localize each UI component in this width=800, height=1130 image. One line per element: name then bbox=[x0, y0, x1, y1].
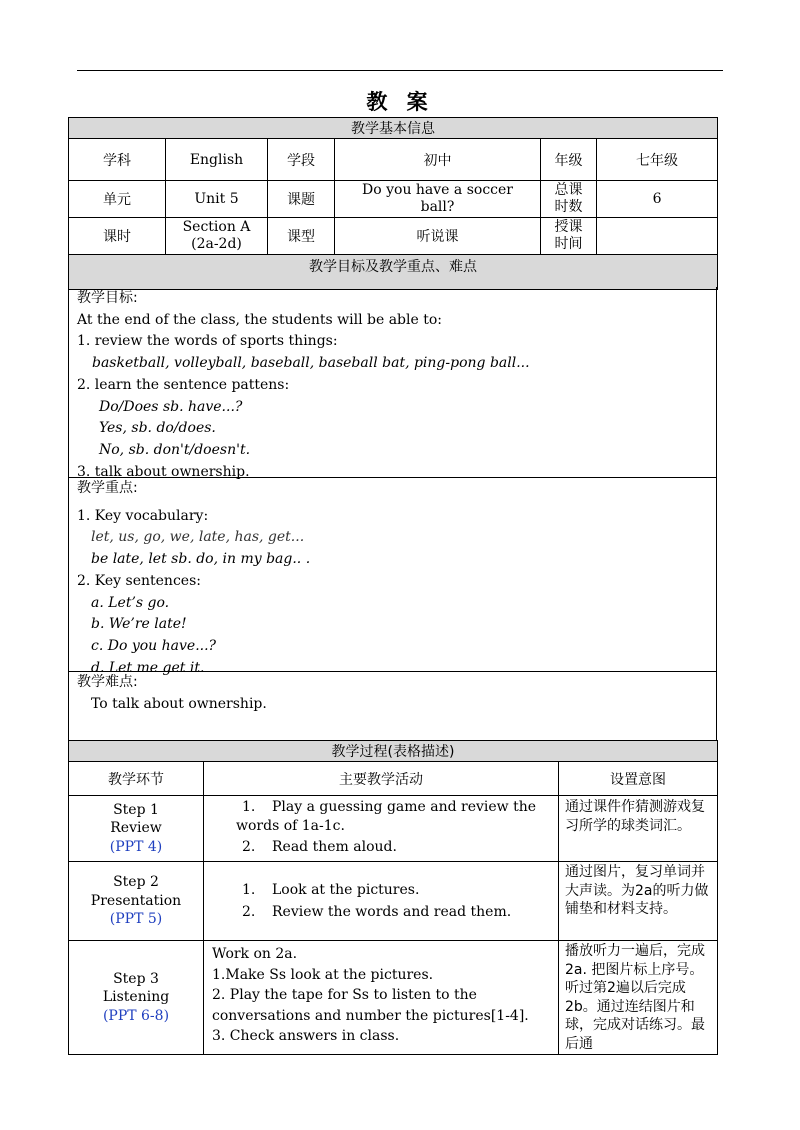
key-2: 2. Key sentences: bbox=[77, 572, 201, 589]
step-2-act-1-text: Look at the pictures. bbox=[272, 882, 420, 898]
pattern-1: Do/Does sb. have...? bbox=[99, 398, 243, 415]
step-3-ppt: (PPT 6-8) bbox=[102, 1007, 170, 1024]
key-title: 教学重点: bbox=[77, 480, 138, 496]
step-1-act-2-num: 2. bbox=[242, 839, 256, 855]
top-rule bbox=[77, 70, 723, 71]
step-1-name: Step 1 bbox=[113, 801, 159, 818]
step-1-act-1-cont: words of 1a-1c. bbox=[236, 818, 345, 834]
total-hours-label: 总课时数 bbox=[541, 181, 597, 218]
key-1-phrases: be late, let sb. do, in my bag.. . bbox=[91, 551, 311, 568]
process-header: 教学过程(表格描述) bbox=[69, 741, 718, 762]
unit-label: 单元 bbox=[69, 181, 166, 218]
step-1-act-1-text: Play a guessing game and review the bbox=[272, 799, 537, 815]
step-3-activities bbox=[204, 941, 559, 1055]
grade-label: 年级 bbox=[541, 139, 597, 181]
step-2-act-1-num: 1. bbox=[242, 882, 256, 898]
goal-2: 2. learn the sentence pattens: bbox=[77, 376, 290, 393]
document-title: 教 案 bbox=[366, 90, 434, 114]
step-3-line-1: Work on 2a. bbox=[212, 946, 298, 962]
step-2-name: Step 2 bbox=[113, 874, 159, 891]
stage-value: 初中 bbox=[335, 139, 541, 181]
step-1-act-2-text: Read them aloud. bbox=[272, 839, 397, 855]
topic-label: 课题 bbox=[268, 181, 335, 218]
topic-value: Do you have a soccer ball? bbox=[335, 181, 541, 218]
subject-value: English bbox=[166, 139, 268, 181]
step-2-activities bbox=[204, 862, 559, 941]
key-1-words: let, us, go, we, late, has, get... bbox=[91, 529, 305, 546]
grade-value: 七年级 bbox=[597, 139, 718, 181]
key-sentence-b: b. We’re late! bbox=[91, 616, 187, 633]
key-points-section bbox=[68, 477, 717, 676]
goal-1-words: basketball, volleyball, baseball, baseball bat, ping-pong ball... bbox=[92, 355, 530, 372]
process-table bbox=[68, 740, 718, 1055]
goal-3: 3. talk about ownership. bbox=[77, 463, 250, 480]
goals-title: 教学目标: bbox=[77, 290, 138, 306]
col-activities: 主要教学活动 bbox=[204, 762, 559, 796]
step-1-cell bbox=[69, 796, 204, 862]
col-intent: 设置意图 bbox=[559, 762, 718, 796]
step-2-stage: Presentation bbox=[90, 892, 182, 909]
key-1: 1. Key vocabulary: bbox=[77, 507, 209, 524]
step-2-act-2-num: 2. bbox=[242, 904, 256, 920]
teaching-goals-section bbox=[68, 287, 717, 478]
difficult-title: 教学难点: bbox=[77, 674, 138, 690]
pattern-3: No, sb. don't/doesn't. bbox=[99, 441, 251, 458]
step-3-line-2: 1.Make Ss look at the pictures. bbox=[212, 966, 434, 983]
table-row bbox=[69, 941, 718, 1055]
subject-label: 学科 bbox=[69, 139, 166, 181]
objectives-header: 教学目标及教学重点、难点 bbox=[69, 255, 718, 290]
step-3-name: Step 3 bbox=[113, 970, 159, 987]
step-2-act-2-text: Review the words and read them. bbox=[272, 904, 512, 920]
teaching-time-label: 授课时间 bbox=[541, 218, 597, 255]
basic-info-table bbox=[68, 117, 718, 290]
table-row bbox=[69, 796, 718, 862]
step-3-stage: Listening bbox=[102, 989, 170, 1006]
step-3-line-3: 2. Play the tape for Ss to listen to the conversations and number the pictures[1-4]. bbox=[212, 987, 529, 1024]
goal-1: 1. review the words of sports things: bbox=[77, 333, 338, 350]
lesson-type-value: 听说课 bbox=[335, 218, 541, 255]
key-sentence-d: d. Let me get it. bbox=[91, 659, 205, 676]
difficult-text: To talk about ownership. bbox=[91, 695, 267, 712]
step-3-intent: 播放听力一遍后，完成2a. 把图片标上序号。听过第2遍以后完成2b。通过连结图片和球，完成对话练习。最后通 bbox=[559, 941, 718, 1055]
step-2-ppt: (PPT 5) bbox=[109, 911, 163, 928]
step-3-line-4: 3. Check answers in class. bbox=[212, 1028, 400, 1044]
period-value: Section A (2a-2d) bbox=[166, 218, 268, 255]
table-row bbox=[69, 862, 718, 941]
step-1-activities bbox=[204, 796, 559, 862]
teaching-time-value bbox=[597, 218, 718, 255]
basic-info-header: 教学基本信息 bbox=[69, 118, 718, 139]
step-1-act-1-num: 1. bbox=[242, 799, 256, 815]
lesson-type-label: 课型 bbox=[268, 218, 335, 255]
col-stage: 教学环节 bbox=[69, 762, 204, 796]
total-hours-value: 6 bbox=[597, 181, 718, 218]
step-3-cell bbox=[69, 941, 204, 1055]
step-2-cell bbox=[69, 862, 204, 941]
goals-intro: At the end of the class, the students will be able to: bbox=[77, 311, 442, 328]
step-2-intent: 通过图片，复习单词并大声读。为2a的听力做铺垫和材料支持。 bbox=[559, 862, 718, 941]
step-1-ppt: (PPT 4) bbox=[109, 838, 163, 855]
unit-value: Unit 5 bbox=[166, 181, 268, 218]
period-label: 课时 bbox=[69, 218, 166, 255]
stage-label: 学段 bbox=[268, 139, 335, 181]
difficult-points-section bbox=[68, 671, 717, 741]
key-sentence-a: a. Let’s go. bbox=[91, 594, 170, 611]
step-1-stage: Review bbox=[110, 820, 162, 837]
step-1-intent: 通过课件作猜测游戏复习所学的球类词汇。 bbox=[559, 796, 718, 862]
pattern-2: Yes, sb. do/does. bbox=[99, 420, 216, 437]
key-sentence-c: c. Do you have...? bbox=[91, 637, 217, 654]
